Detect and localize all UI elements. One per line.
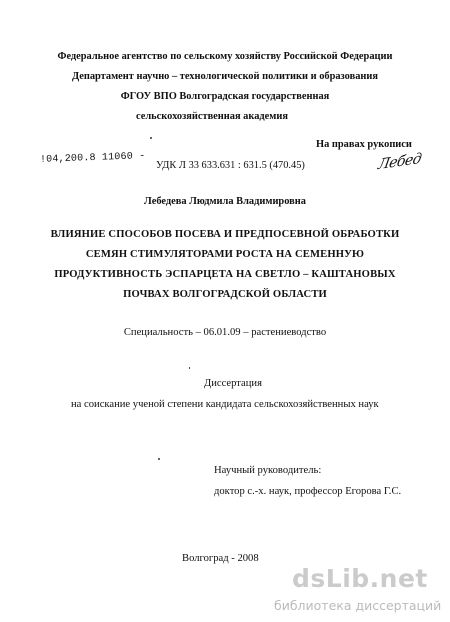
udc-code: УДК Л 33 633.631 : 631.5 (470.45) [156,160,305,171]
academy-line: сельскохозяйственная академия [136,111,288,122]
scan-speck [189,367,190,369]
department-line: Департамент научно – технологической политики и образования [71,71,379,82]
thesis-title-line: ПРОДУКТИВНОСТЬ ЭСПАРЦЕТА НА СВЕТЛО – КАШТАНОВЫХ [54,269,396,280]
supervisor-label: Научный руководитель: [214,465,322,476]
author-name: Лебедева Людмила Владимировна [144,196,306,207]
library-stamp: !04,200.8 11060 - [39,151,146,166]
dissertation-label: Диссертация [204,378,262,389]
thesis-title-line: СЕМЯН СТИМУЛЯТОРАМИ РОСТА НА СЕМЕННУЮ [85,249,365,260]
handwritten-signature: Лебед [376,150,423,174]
supervisor-name: доктор с.-х. наук, профессор Егорова Г.С. [214,486,402,497]
thesis-title-line: ПОЧВАХ ВОЛГОГРАДСКОЙ ОБЛАСТИ [123,289,327,300]
agency-line: Федеральное агентство по сельскому хозяйству Российской Федерации [57,51,393,62]
watermark-logo: dsLib.net [292,564,428,593]
manuscript-rights: На правах рукописи [316,139,412,150]
institution-line: ФГОУ ВПО Волгоградская государственная [120,91,330,102]
scan-speck [150,137,152,139]
degree-purpose: на соискание ученой степени кандидата сельскохозяйственных наук [71,399,379,410]
thesis-title-line: ВЛИЯНИЕ СПОСОБОВ ПОСЕВА И ПРЕДПОСЕВНОЙ ОБРАБОТКИ [50,229,400,240]
watermark-tagline: библиотека диссертаций [274,598,442,613]
city-year: Волгоград - 2008 [182,553,259,564]
dslib-watermark [270,566,448,620]
specialty: Специальность – 06.01.09 – растениеводство [123,327,327,338]
scan-speck [158,458,160,460]
